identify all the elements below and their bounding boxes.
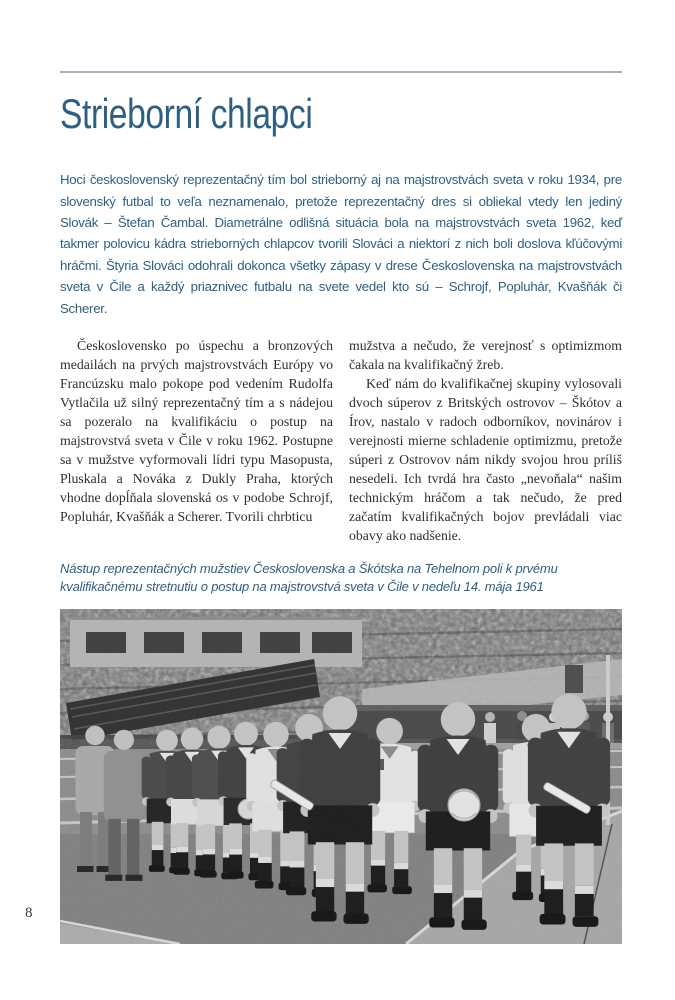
page-content xyxy=(60,0,622,944)
article-title: Strieborní chlapci xyxy=(60,90,313,137)
body-columns xyxy=(60,336,622,545)
top-rule xyxy=(60,71,622,73)
body-paragraph: Keď nám do kvalifikačnej skupiny vylosovali dvoch súperov z Britských ostrovov – Škótov a Írov, nastalo v radoch odborníkov, novinárov i verejnosti mierne schladenie optimizmu, pretože súperi z Ostrovov nám nikdy svojou hrou príliš nesedeli. Ich tvrdá hra často „nevoňala“ našim technickým hráčom a tak nečudo, že pred začatím kvalifikačných bojov prevládali viac obavy ako nadšenie. xyxy=(349,375,622,543)
photo-grain-overlay xyxy=(60,609,622,944)
photo-caption: Nástup reprezentačných mužstiev Československa a Škótska na Tehelnom poli k prvému kvalifikačnému stretnutiu o postup na majstrovstvá sveta v Čile v nedeľu 14. mája 1961 xyxy=(60,560,558,594)
lead-paragraph: Hoci československý reprezentačný tím bol strieborný aj na majstrovstvách sveta v roku 1934, pre slovenský futbal to veľa neznamenalo, pretože reprezentačný dres si obliekal vtedy len jediný Slovák – Štefan Čambal. Diametrálne odlišná situácia bola na majstrovstvách sveta 1962, keď takmer polovicu kádra strieborných chlapcov tvorili Slováci a niektorí z nich boli doslova kľúčovými hráčmi. Štyria Slováci odohrali dokonca všetky zápasy v drese Československa na majstrovstvách sveta v Čile a každý priaznivec futbalu na svete vedel kto sú – Schrojf, Popluhár, Kvašňák či Scherer. xyxy=(60,172,622,316)
body-column-left xyxy=(60,336,333,545)
body-paragraph: Československo po úspechu a bronzových medailách na prvých majstrovstvách Európy vo Francúzsku malo pokope pod vedením Rudolfa Vytlačila už silný reprezentačný tím a s nádejou sa pozeralo na kvalifikáciu o postup na majstrovstvá sveta v Čile v roku 1962. Postupne sa v mužstve vyformovali lídri typu Masopusta, Pluskala a Nováka z Dukly Praha, ktorých vhodne dopĺňala slovenská os v podobe Schrojf, Popluhár, Kvašňák a Scherer. Tvorili chrbticu xyxy=(60,337,333,524)
body-column-right xyxy=(349,336,622,545)
match-photo-illustration xyxy=(60,609,622,944)
page-number: 8 xyxy=(25,905,33,921)
match-photo xyxy=(60,609,622,944)
body-paragraph: mužstva a nečudo, že verejnosť s optimizmom čakala na kvalifikačný žreb. xyxy=(349,337,622,372)
